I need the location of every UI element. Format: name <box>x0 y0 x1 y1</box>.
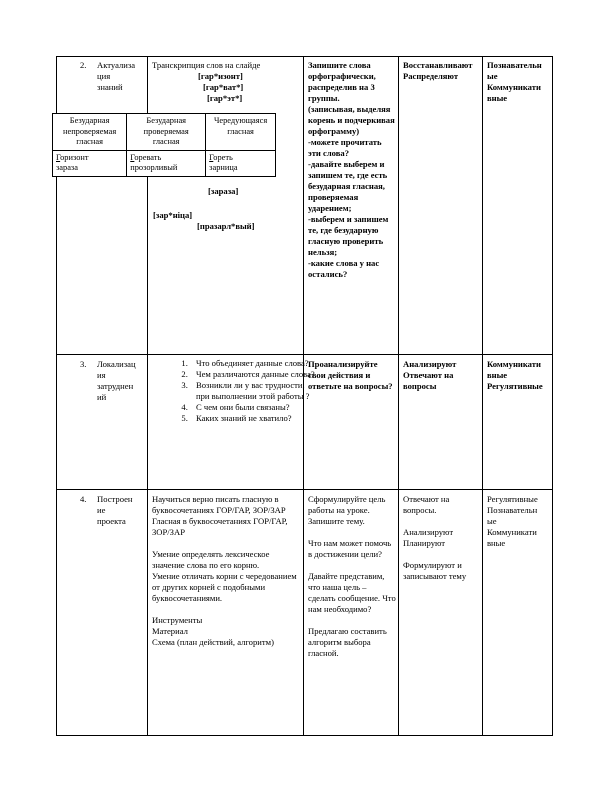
vowel-table-cell-2: Горевать прозорливый <box>127 150 206 176</box>
question-item: 1. Что объединяет данные слова? <box>190 358 320 369</box>
question-item: 4. С чем они были связаны? <box>190 402 320 413</box>
row-3-uud: Коммуникати вные Регулятивные <box>487 359 543 391</box>
row-4-actions: Отвечают на вопросы. Анализируют Планируют Формулируют и записывают тему <box>403 494 467 581</box>
vowel-table-cell-3: Гореть зарница <box>206 150 276 176</box>
table-border-top <box>56 56 553 57</box>
row-divider-2 <box>56 489 553 490</box>
col-line-3 <box>398 56 399 736</box>
row-2-teacher-line-2: [гар*изонт] <box>198 71 243 81</box>
vowel-classification-table <box>52 113 276 177</box>
row-2-students: Запишите слова орфографически, распределив на 3 группы. (записывая, выделяя корень и подчеркивая орфограмму) -можете прочитать эти слова? -давайте выберем и запишем те, где есть безударная гласная, проверяемая ударением; -выберем и запишем те, где безударную гласную проверить нельзя; -какие слова у нас остались? <box>308 60 395 279</box>
vowel-table-header-2: Безударная проверяемая гласная <box>127 114 206 151</box>
row-3-number: 3. <box>80 359 87 369</box>
question-item: 5. Каких знаний не хватило? <box>190 413 320 424</box>
row-4-number: 4. <box>80 494 87 504</box>
col-line-5 <box>552 56 553 736</box>
col-line-4 <box>482 56 483 736</box>
row-2-stage: Актуализа ция знаний <box>97 60 136 92</box>
question-item: 3. Возникли ли у вас трудности, при выполнении этой работы ? <box>190 380 320 402</box>
row-3-students: Проанализируйте свои действия и ответьте на вопросы? <box>308 359 393 391</box>
row-2-actions: Восстанавливают Распределяют <box>403 60 473 81</box>
row-2-teacher-after-3: [празарл*вый] <box>197 221 255 231</box>
table-border-bottom <box>56 735 553 736</box>
row-2-teacher-after-2: [зар*ніца] <box>153 210 193 220</box>
vowel-table-cell-1: Горизонт зараза <box>53 150 127 176</box>
row-divider-1 <box>56 354 553 355</box>
row-4-uud: Регулятивные Познавательн ые Коммуникати вные <box>487 494 538 548</box>
row-2-teacher-line-4: [гар*эт*] <box>207 93 243 103</box>
vowel-table-header-1: Безударная непроверяемая гласная <box>53 114 127 151</box>
row-2-number: 2. <box>80 60 87 70</box>
row-2-uud: Познавательн ые Коммуникати вные <box>487 60 542 103</box>
row-4-teacher: Научиться верно писать гласную в буквосочетаниях ГОР/ГАР, ЗОР/ЗАР Гласная в буквосочетаниях ГОР/ГАР, ЗОР/ЗАР Умение определять лексическое значение слова по его корню. Умение отличать корни с чередованием от других корней с подобными буквосочетаниями. Инструменты Материал Схема (план действий, алгоритм) <box>152 494 297 647</box>
vowel-table-header-3: Чередующаяся гласная <box>206 114 276 151</box>
row-3-question-list <box>168 358 320 424</box>
row-3-actions: Анализируют Отвечают на вопросы <box>403 359 457 391</box>
question-item: 2. Чем различаются данные слова? <box>190 369 320 380</box>
row-2-teacher-line-3: [гар*ват*] <box>203 82 244 92</box>
row-2-teacher-after-1: [зараза] <box>208 186 239 196</box>
row-2-teacher-line-1: Транскрипция слов на слайде <box>152 60 261 70</box>
row-4-students: Сформулируйте цель работы на уроке. Запишите тему. Что нам может помочь в достижении цели? Давайте представим, что наша цель – сделать сообщение. Что нам необходимо? Предлагаю составить алгоритм выбора гласной. <box>308 494 396 658</box>
row-3-stage: Локализац ия затруднен ий <box>97 359 136 402</box>
row-4-stage: Построен ие проекта <box>97 494 133 526</box>
